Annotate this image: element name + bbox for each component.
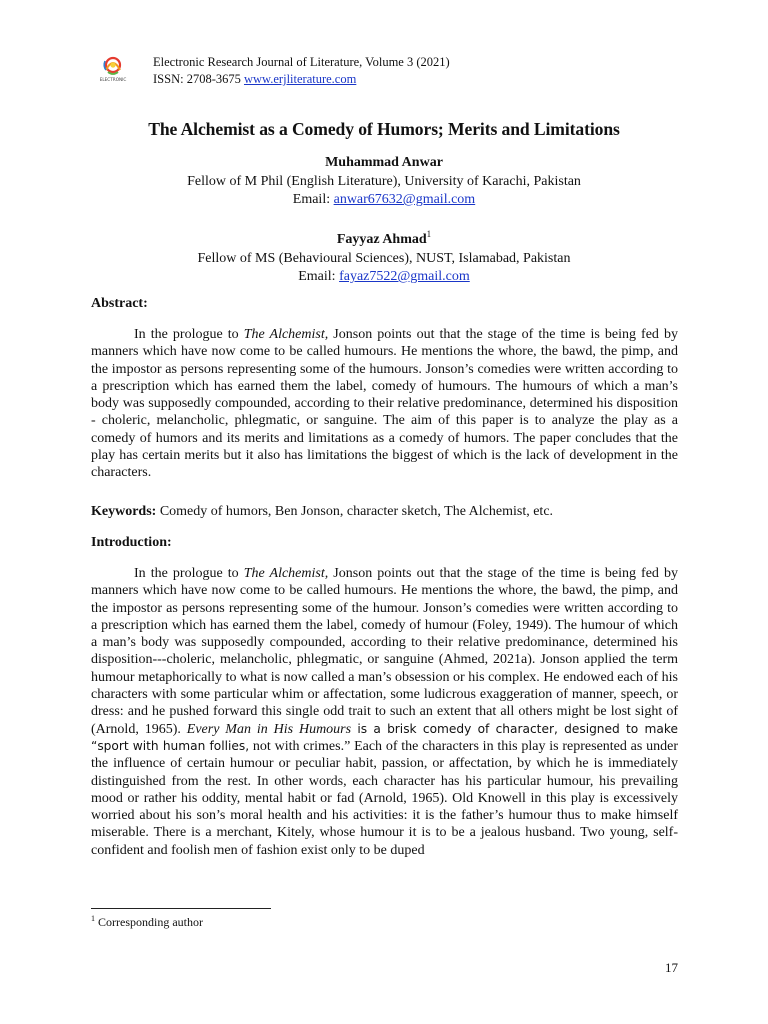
author-2-email-label: Email:: [298, 269, 336, 284]
logo-dot-yellow: [110, 62, 115, 67]
author-2-affiliation: Fellow of MS (Behavioural Sciences), NUST, Islamabad, Pakistan: [197, 250, 571, 266]
author-2-name: Fayyaz Ahmad: [336, 232, 427, 247]
footnote-divider: [91, 908, 271, 909]
author-1: [0, 154, 768, 210]
footnote-text: Corresponding author: [98, 915, 203, 929]
page-number: 17: [665, 960, 678, 975]
author-1-email-line: [0, 191, 768, 210]
author-1-affiliation: Fellow of M Phil (English Literature), University of Karachi, Pakistan: [187, 173, 581, 189]
author-2-email-link[interactable]: fayaz7522@gmail.com: [339, 269, 470, 284]
intro-lead: In the prologue to: [134, 566, 244, 581]
author-1-email-label: Email:: [292, 192, 331, 207]
author-2-name-line: [0, 225, 768, 250]
abstract-heading: Abstract:: [91, 296, 148, 311]
journal-info: [153, 54, 450, 88]
keywords-label: Keywords:: [91, 504, 157, 519]
intro-italic-play: Every Man in His Humours: [186, 721, 352, 737]
footnote-mark: 1: [91, 914, 95, 923]
journal-logo: [98, 52, 128, 92]
abstract-paragraph: [91, 326, 678, 482]
abstract-lead: In the prologue to: [134, 327, 244, 342]
intro-body-2: not with crimes.” Each of the characters in this play is represented as under the influence of certain humour or peculiar habit, passion, or affectation, by which he is immediately distinguished from the rest. In other words, each character has his particular humour, his prevailing mood or rather his oddity, mental habit or fad (Arnold, 1965). Old Knowell in this play is excessively worried about his son’s moral health and his activities: it is the father’s humour thus to make himself miserable. There is a merchant, Kitely, whose humour it is to be a jealous husband. Two young, self-confident and foolish men of fashion exist only to be duped: [91, 738, 679, 858]
logo-text: ELECTRONIC: [99, 77, 127, 82]
abstract-body: Jonson points out that the stage of the time is being fed by manners which have now come to be called humours. He mentions the whore, the bawd, the pimp, and the impostor as persons representing some of the humours. Jonson’s comedies were written according to a prescription which has earned them the label, comedy of humours. The humours of which a man’s body was supposedly compounded, according to their relative predominance, determined his disposition - choleric, melancholic, phlegmatic, or sanguine. The aim of this paper is to analyze the play as a comedy of humors and its merits and limitations as a comedy of humors. The paper concludes that the play has certain merits but it also has limitations the biggest of which is the lack of development in the characters.: [91, 327, 678, 481]
author-1-name: Muhammad Anwar: [325, 155, 443, 170]
issn-label: ISSN: 2708-3675: [153, 72, 241, 86]
abstract-italic-title: The Alchemist,: [243, 327, 329, 342]
journal-line: Electronic Research Journal of Literature, Volume 3 (2021): [153, 55, 450, 69]
author-2: [0, 225, 768, 287]
keywords-line: [91, 503, 678, 520]
author-2-footnote-mark: 1: [426, 229, 432, 239]
author-1-email-link[interactable]: anwar67632@gmail.com: [333, 192, 476, 207]
introduction-heading: Introduction:: [91, 535, 172, 550]
journal-header: [98, 52, 698, 94]
paper-title: The Alchemist as a Comedy of Humors; Merits and Limitations: [148, 119, 620, 139]
intro-body-1: Jonson points out that the stage of the time is being fed by manners which have now come to be called humours. He mentions the whore, the bawd, the pimp, and the impostor as persons representing some of the humour. Jonson’s comedies were written according to a prescription which has earned them the label, comedy of humour (Foley, 1949). The humour of which a man’s body was supposedly compounded, according to their relative predominance, determined his disposition---choleric, melancholic, phlegmatic, or sanguine (Ahmed, 2021a). Jonson applied the term humour metaphorically to what is now called a man’s obsession or his complex. He endowed each of his characters with some particular whim or affectation, some ludicrous exaggeration of manner, speech, or dress: and he pushed forward this single odd trait to such an extent that all others might be lost sight of (Arnold, 1965).: [91, 566, 678, 737]
journal-website-link[interactable]: www.erjliterature.com: [243, 72, 357, 86]
intro-italic-title: The Alchemist,: [243, 566, 329, 581]
footnote: [91, 914, 203, 930]
author-2-email-line: [0, 268, 768, 287]
keywords-text: Comedy of humors, Ben Jonson, character sketch, The Alchemist, etc.: [159, 504, 554, 519]
intro-sans-segment: is a brisk comedy of character, designed to make “sport with human follies,: [91, 721, 678, 753]
issn-line: [153, 71, 450, 88]
introduction-paragraph: [91, 565, 678, 859]
